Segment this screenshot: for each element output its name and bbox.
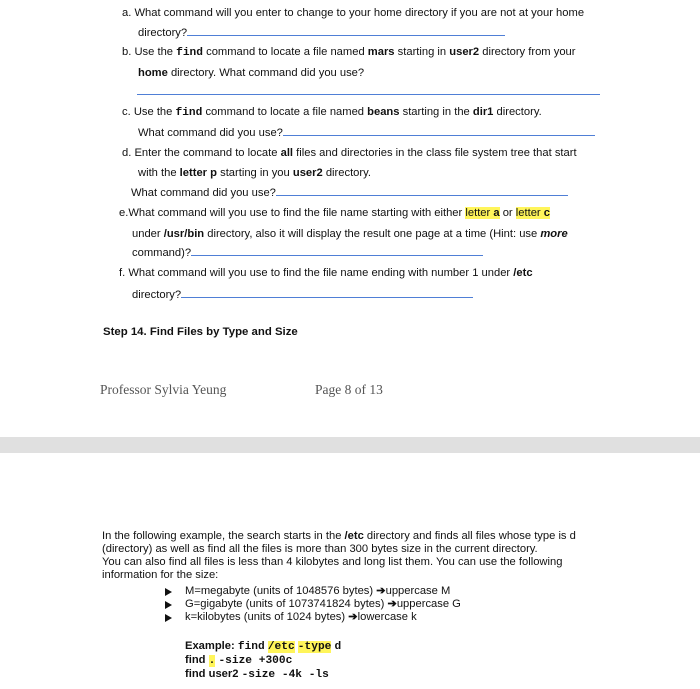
find-command: find bbox=[175, 107, 203, 119]
step-14-heading: Step 14. Find Files by Type and Size bbox=[103, 326, 298, 338]
example-line-1: Example: find /etc -type d bbox=[185, 640, 342, 653]
right-arrow-icon: ➔ bbox=[376, 585, 386, 597]
question-d-line1: d. Enter the command to locate all files and directories in the class file system tree that start bbox=[122, 147, 577, 159]
highlight-letter-a: letter a bbox=[465, 207, 500, 219]
footer-page-number: Page 8 of 13 bbox=[315, 382, 383, 397]
intro-line-1: In the following example, the search starts in the /etc directory and finds all files whose type is d bbox=[102, 530, 576, 542]
intro-line-3: You can also find all files is less than 4 kilobytes and long list them. You can use the following bbox=[102, 556, 563, 568]
right-arrow-icon: ➔ bbox=[348, 611, 358, 623]
size-bullet-m: M=megabyte (units of 1048576 bytes) ➔uppercase M bbox=[185, 585, 451, 597]
question-a-text: What command will you enter to change to your home directory if you are not at your home bbox=[134, 7, 585, 19]
answer-line-a[interactable] bbox=[187, 25, 505, 36]
question-d-line3: What command did you use? bbox=[131, 185, 568, 200]
answer-line-f[interactable] bbox=[181, 287, 473, 298]
right-arrow-icon: ➔ bbox=[387, 598, 397, 610]
question-c-line1: c. Use the find command to locate a file named beans starting in the dir1 directory. bbox=[122, 106, 542, 119]
example-line-3: find user2 -size -4k -ls bbox=[185, 668, 329, 681]
answer-line-d[interactable] bbox=[276, 185, 568, 196]
question-b-line2: home directory. What command did you use? bbox=[138, 67, 365, 79]
size-bullet-k: k=kilobytes (units of 1024 bytes) ➔lowercase k bbox=[185, 611, 417, 623]
page-separator bbox=[0, 437, 700, 453]
answer-line-b[interactable] bbox=[137, 84, 600, 95]
intro-line-4: information for the size: bbox=[102, 569, 219, 581]
question-f-line1: f. What command will you use to find the file name ending with number 1 under /etc bbox=[119, 267, 533, 279]
question-e-line2: under /usr/bin directory, also it will display the result one page at a time (Hint: use more bbox=[132, 228, 568, 240]
bullet-arrow-icon bbox=[165, 614, 172, 622]
example-line-2: find . -size +300c bbox=[185, 654, 293, 667]
question-a-marker: a. bbox=[122, 7, 132, 19]
question-b-line1: b. Use the find command to locate a file named mars starting in user2 directory from your bbox=[122, 46, 576, 59]
answer-line-e[interactable] bbox=[191, 245, 483, 256]
size-bullet-g: G=gigabyte (units of 1073741824 bytes) ➔uppercase G bbox=[185, 598, 461, 610]
document-page-9 bbox=[0, 453, 700, 689]
bullet-arrow-icon bbox=[165, 588, 172, 596]
question-f-line2: directory? bbox=[132, 287, 473, 302]
question-e-line3: command)? bbox=[132, 245, 483, 260]
find-command: find bbox=[176, 47, 203, 59]
question-d-line2: with the letter p starting in you user2 directory. bbox=[138, 167, 372, 179]
intro-line-2: (directory) as well as find all the files is more than 300 bytes size in the current directory. bbox=[102, 543, 538, 555]
answer-line-c[interactable] bbox=[283, 125, 595, 136]
highlight-letter-c: letter c bbox=[515, 207, 550, 219]
question-a-line1 bbox=[122, 6, 584, 20]
footer-author: Professor Sylvia Yeung bbox=[100, 382, 227, 397]
bullet-arrow-icon bbox=[165, 601, 172, 609]
question-a-line2: directory? bbox=[138, 25, 505, 40]
question-e-line1: e.What command will you use to find the file name starting with either letter a or letter c bbox=[119, 207, 550, 219]
question-c-line2: What command did you use? bbox=[138, 125, 595, 140]
